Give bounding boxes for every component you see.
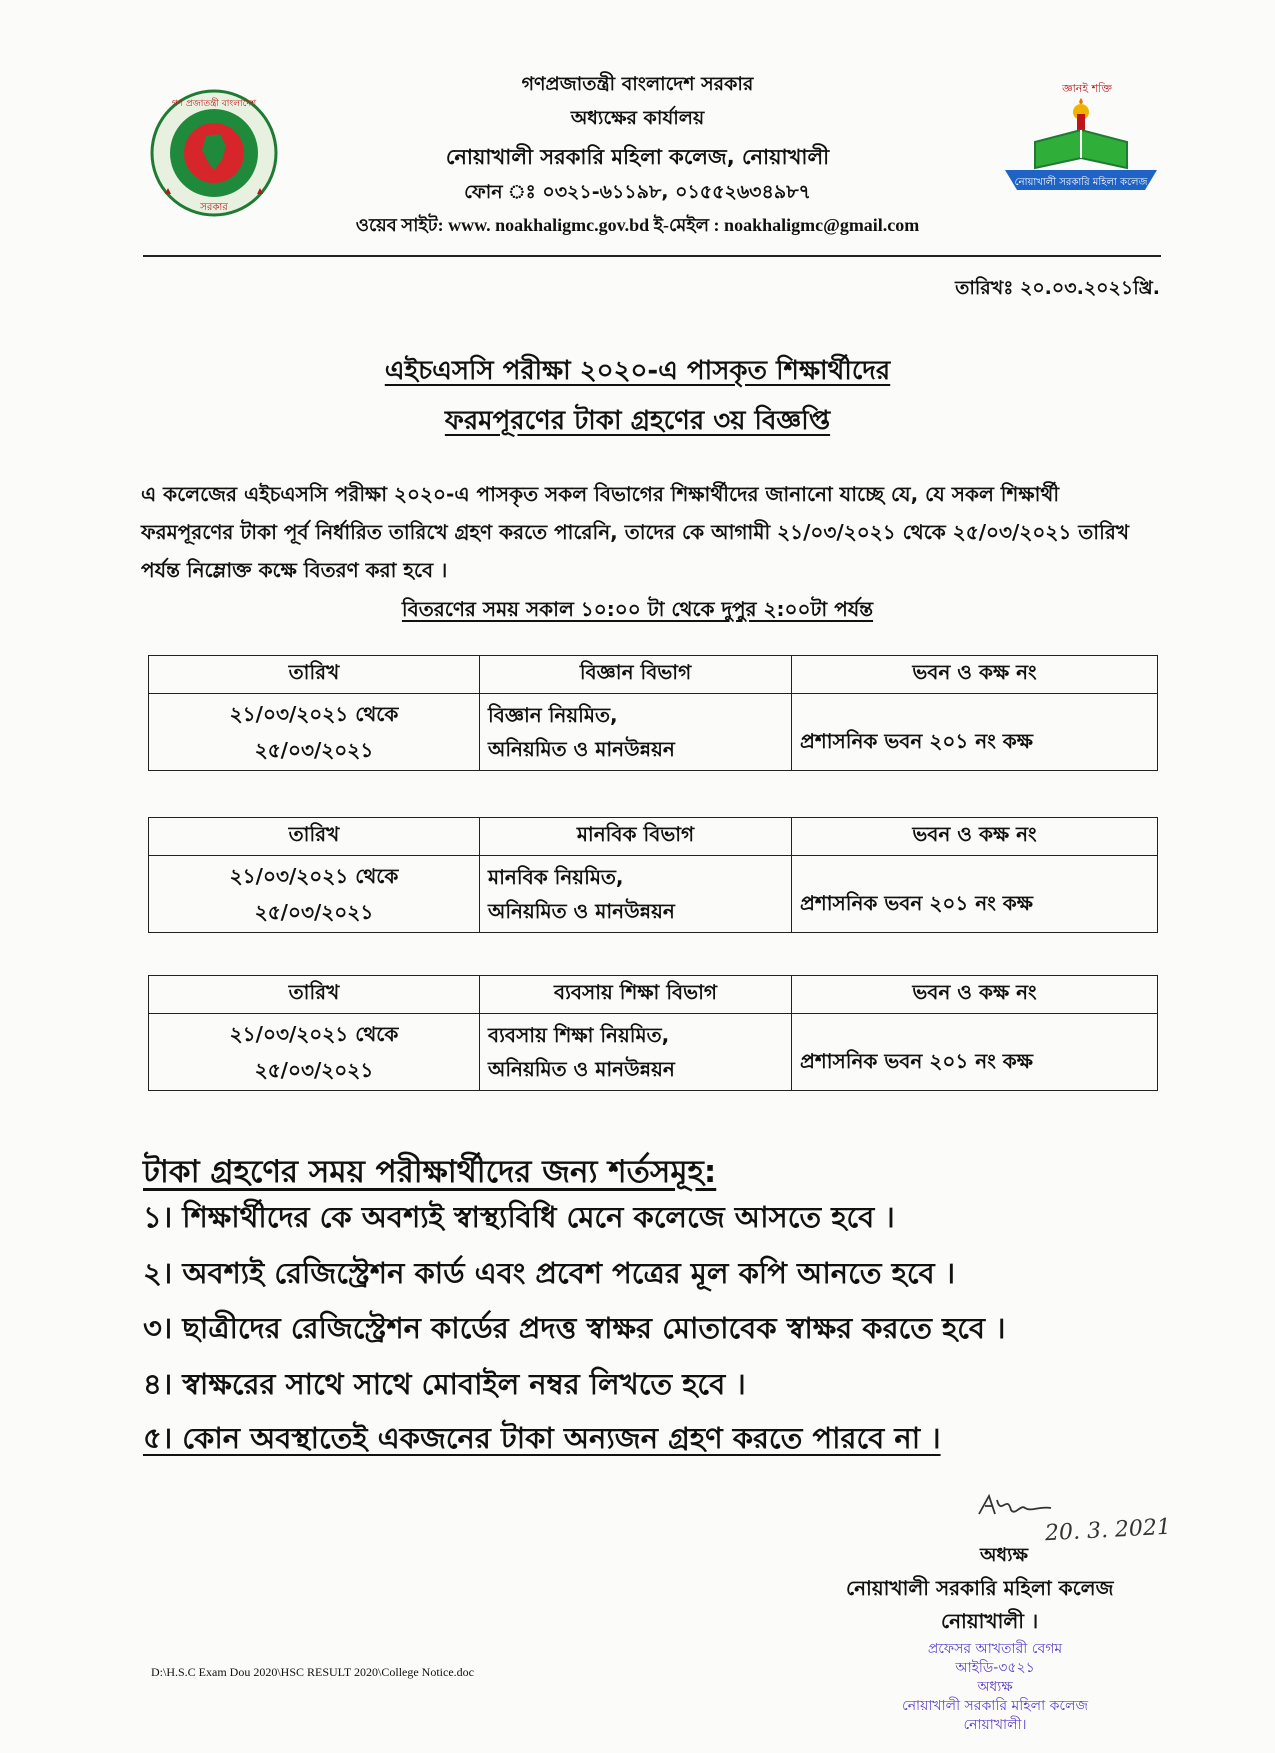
condition-item: ২। অবশ্যই রেজিস্ট্রেশন কার্ড এবং প্রবেশ পত্রের মূল কপি আনতে হবে । — [143, 1256, 956, 1290]
table-header-room: ভবন ও কক্ষ নং — [792, 656, 1158, 694]
condition-item: ৪। স্বাক্ষরের সাথে সাথে মোবাইল নম্বর লিখতে হবে । — [143, 1367, 746, 1401]
table-header-date: তারিখ — [149, 976, 480, 1014]
table-cell-group: মানবিক নিয়মিত, অনিয়মিত ও মানউন্নয়ন — [480, 856, 792, 933]
phone-line: ফোন ঃ ০৩২১-৬১১৯৮, ০১৫৫২৬৩৪৯৮৭ — [464, 181, 811, 203]
table-cell-room: প্রশাসনিক ভবন ২০১ নং কক্ষ — [792, 856, 1158, 933]
table-header-room: ভবন ও কক্ষ নং — [792, 976, 1158, 1014]
government-name: গণপ্রজাতন্ত্রী বাংলাদেশ সরকার — [521, 73, 754, 95]
principal-stamp: প্রফেসর আখতারী বেগম আইডি-৩৫২১ অধ্যক্ষ নোয়াখালী সরকারি মহিলা কলেজ নোয়াখালী। — [902, 1641, 1088, 1733]
seal-ring-text: গণ প্রজাতন্ত্রী বাংলাদেশ — [171, 99, 257, 109]
table-header-department: বিজ্ঞান বিভাগ — [480, 656, 792, 694]
header-divider — [143, 255, 1161, 257]
table-header-date: তারিখ — [149, 656, 480, 694]
seal-bottom-text: সরকার — [200, 202, 228, 213]
condition-item: ১। শিক্ষার্থীদের কে অবশ্যই স্বাস্থ্যবিধি মেনে কলেজে আসতে হবে । — [143, 1200, 895, 1234]
table-cell-date: ২১/০৩/২০২১ থেকে ২৫/০৩/২০২১ — [149, 856, 480, 933]
condition-item: ৫। কোন অবস্থাতেই একজনের টাকা অন্যজন গ্রহণ করতে পারবে না । — [143, 1421, 941, 1455]
emblem-banner-text: নোয়াখালী সরকারি মহিলা কলেজ — [1014, 177, 1148, 188]
distribution-time: বিতরণের সময় সকাল ১০:০০ টা থেকে দুপুর ২:০০টা পর্যন্ত — [401, 597, 874, 621]
table-header-department: ব্যবসায় শিক্ষা বিভাগ — [480, 976, 792, 1014]
emblem-motto: জ্ঞানই শক্তি — [1062, 82, 1112, 95]
table-cell-group: বিজ্ঞান নিয়মিত, অনিয়মিত ও মানউন্নয়ন — [480, 694, 792, 771]
table-cell-room: প্রশাসনিক ভবন ২০১ নং কক্ষ — [792, 1014, 1158, 1091]
table-header-department: মানবিক বিভাগ — [480, 818, 792, 856]
business-table — [148, 975, 1158, 1091]
college-name: নোয়াখালী সরকারি মহিলা কলেজ, নোয়াখালী — [445, 145, 830, 169]
humanities-table — [148, 817, 1158, 933]
table-cell-group: ব্যবসায় শিক্ষা নিয়মিত, অনিয়মিত ও মানউন্নয়ন — [480, 1014, 792, 1091]
notice-body: এ কলেজের এইচএসসি পরীক্ষা ২০২০-এ পাসকৃত সকল বিভাগের শিক্ষার্থীদের জানানো যাচ্ছে যে, যে সকল শিক্ষার্থী ফরমপূরণের টাকা পূর্ব নির্ধারিত তারিখে গ্রহণ করতে পারেনি, তাদের কে আগামী ২১/০৩/২০২১ থেকে ২৫/০৩/২০২১ তারিখ পর্যন্ত নিম্লোক্ত কক্ষে বিতরণ করা হবে । — [141, 482, 1129, 582]
condition-item: ৩। ছাত্রীদের রেজিস্ট্রেশন কার্ডের প্রদত্ত স্বাক্ষর মোতাবেক স্বাক্ষর করতে হবে । — [143, 1311, 1006, 1345]
science-table — [148, 655, 1158, 771]
table-header-date: তারিখ — [149, 818, 480, 856]
table-cell-date: ২১/০৩/২০২১ থেকে ২৫/০৩/২০২১ — [149, 694, 480, 771]
conditions-title: টাকা গ্রহণের সময় পরীক্ষার্থীদের জন্য শর্তসমূহ: — [143, 1154, 717, 1190]
web-email-line: ওয়েব সাইট: www. noakhaligmc.gov.bd ই-মেইল : noakhaligmc@gmail.com — [355, 215, 920, 235]
signatory-title: অধ্যক্ষ — [980, 1544, 1029, 1566]
table-cell-date: ২১/০৩/২০২১ থেকে ২৫/০৩/২০২১ — [149, 1014, 480, 1091]
table-cell-room: প্রশাসনিক ভবন ২০১ নং কক্ষ — [792, 694, 1158, 771]
handwritten-date: 20. 3. 2021 — [1044, 1514, 1172, 1547]
notice-date: তারিখঃ ২০.০৩.২০২১খ্রি. — [955, 277, 1160, 299]
signatory-location: নোয়াখালী । — [941, 1609, 1039, 1633]
principal-signature — [975, 1490, 1055, 1520]
notice-title-line2: ফরমপূরণের টাকা গ্রহণের ৩য় বিজ্ঞপ্তি — [444, 406, 831, 436]
office-name: অধ্যক্ষের কার্যালয় — [570, 107, 705, 129]
table-header-room: ভবন ও কক্ষ নং — [792, 818, 1158, 856]
file-path-footer: D:\H.S.C Exam Dou 2020\HSC RESULT 2020\College Notice.doc — [151, 1665, 474, 1679]
notice-title-line1: এইচএসসি পরীক্ষা ২০২০-এ পাসকৃত শিক্ষার্থীদের — [384, 356, 891, 386]
signatory-college: নোয়াখালী সরকারি মহিলা কলেজ — [846, 1576, 1114, 1600]
